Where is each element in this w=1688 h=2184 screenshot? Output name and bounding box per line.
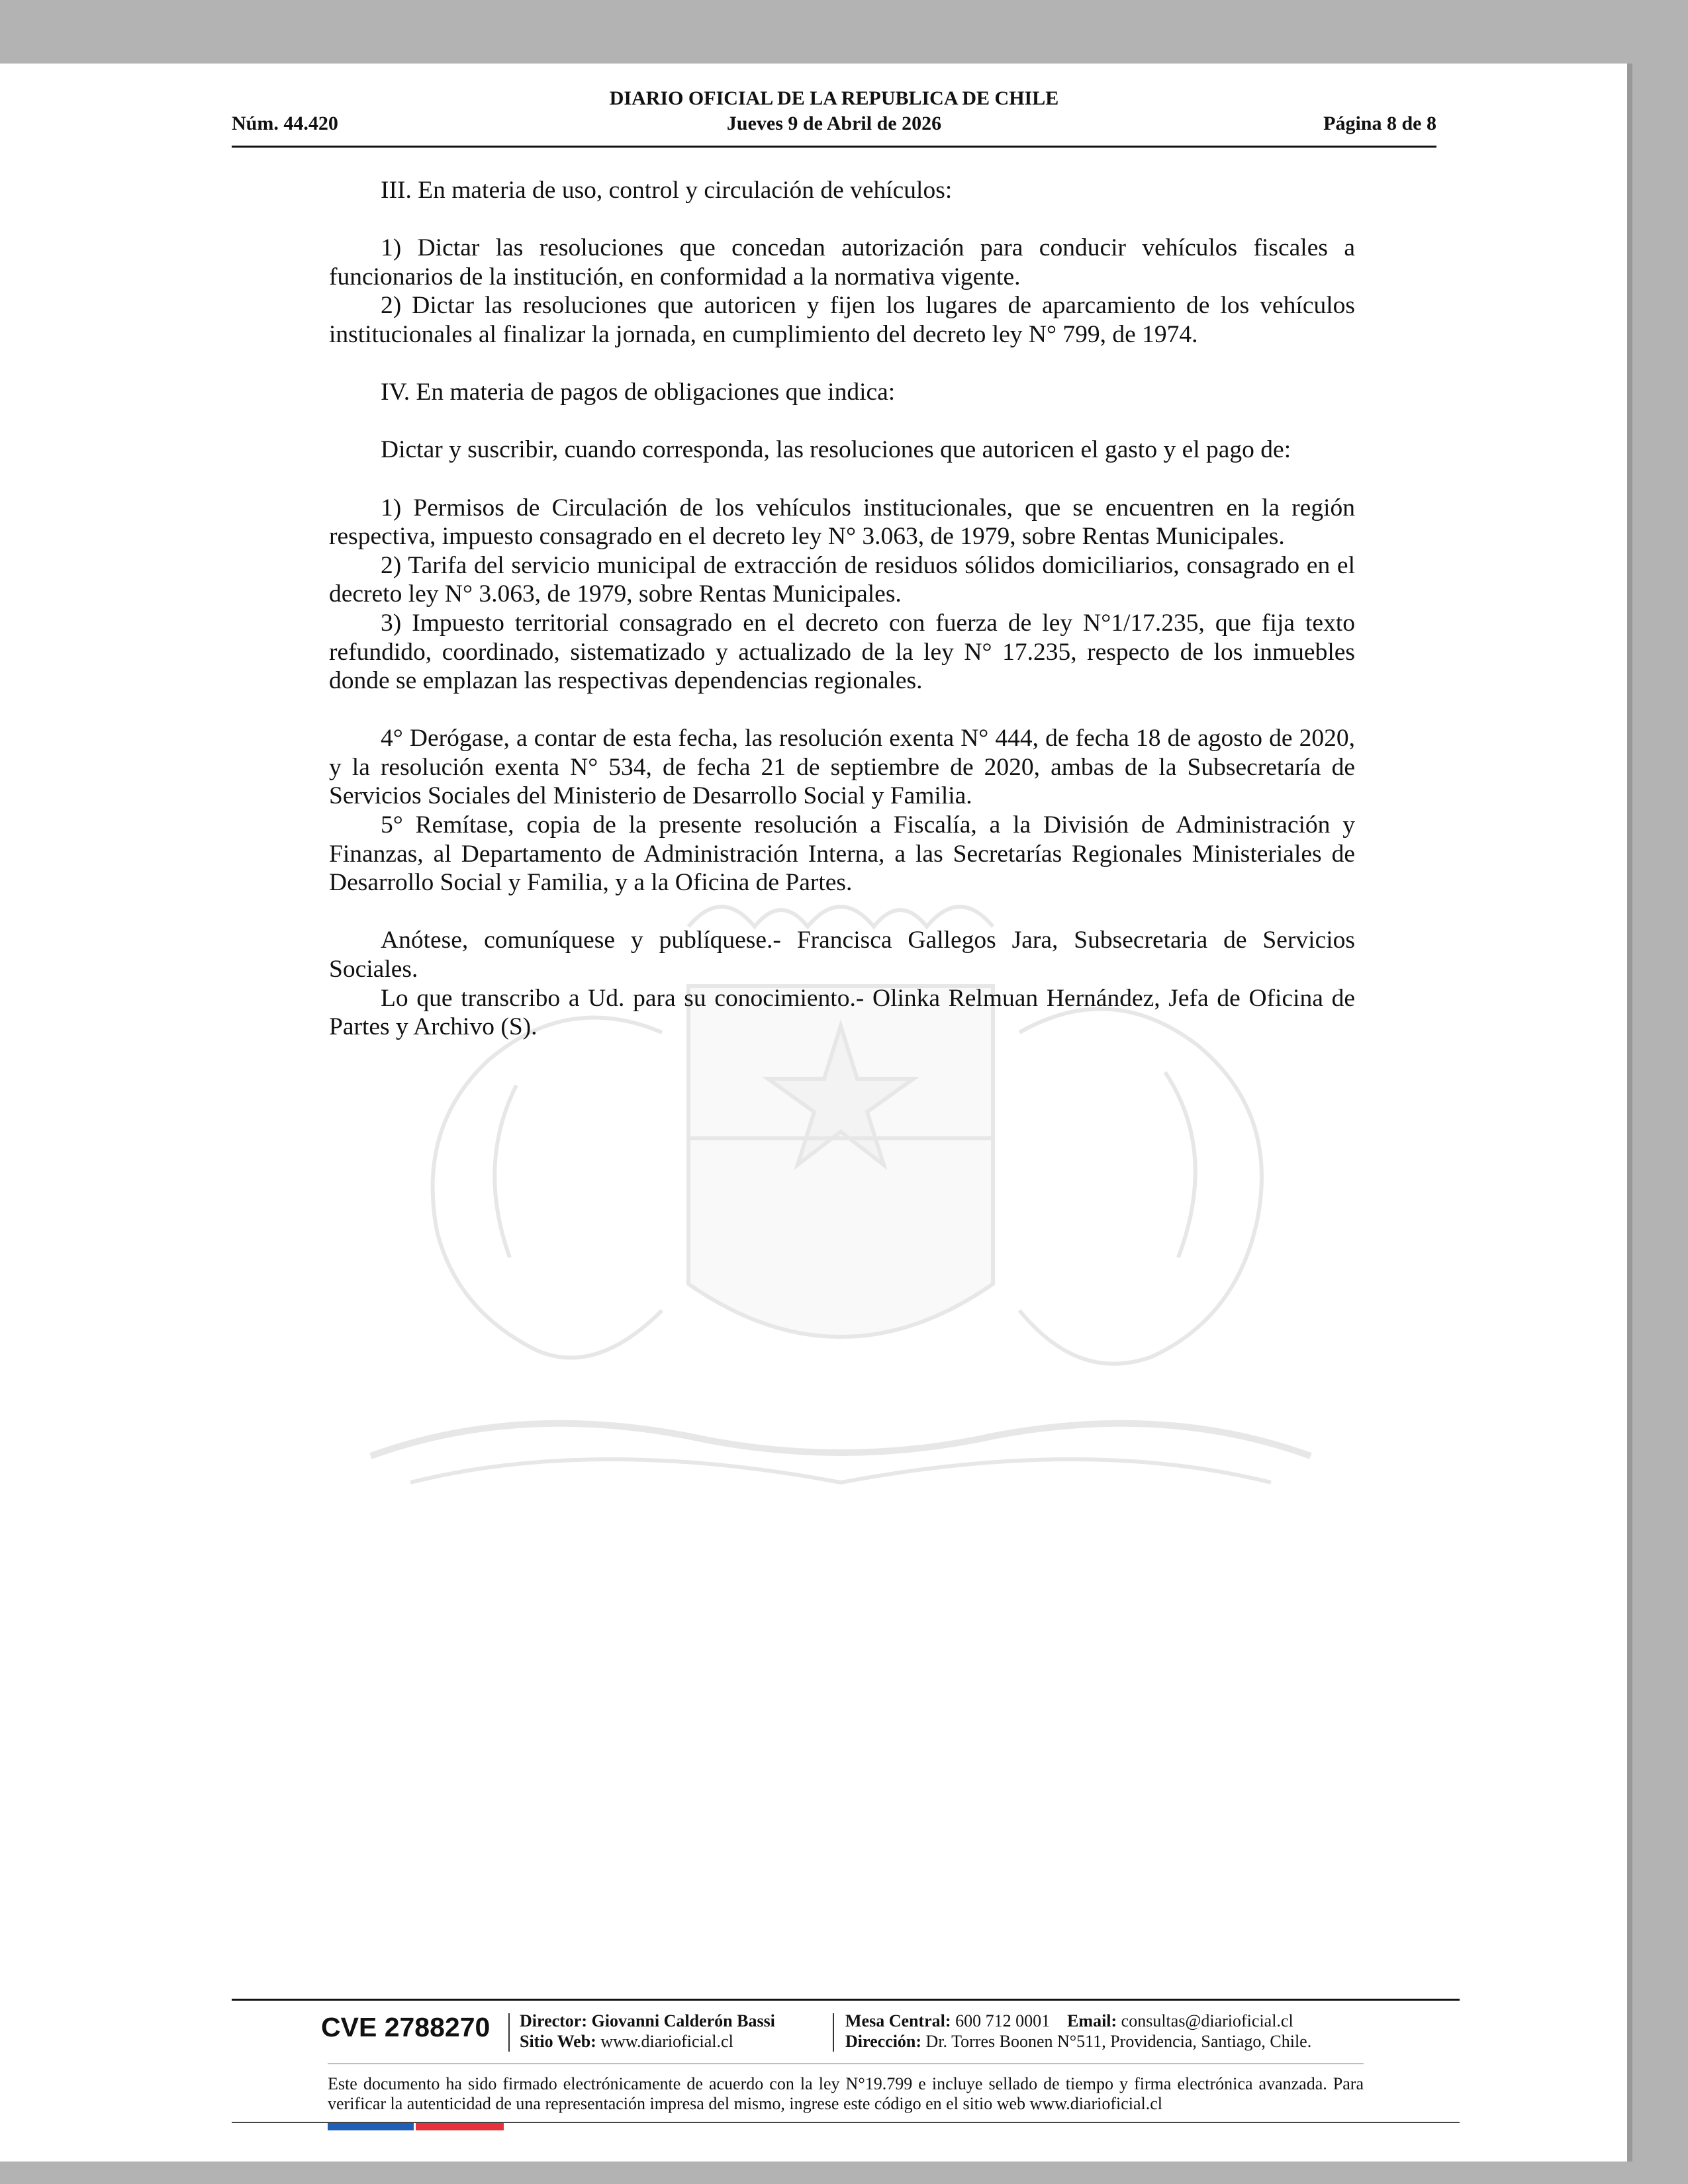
director-label: Director: (520, 2011, 588, 2030)
section-4-item-2: 2) Tarifa del servicio municipal de extracción de residuos sólidos domiciliarios, consagrado en el decreto ley N° 3.063, de 1979, sobre Rentas Municipales. (329, 551, 1355, 608)
page-number: Página 8 de 8 (1323, 113, 1436, 134)
closing-signature: Anótese, comuníquese y publíquese.- Francisca Gallegos Jara, Subsecretaria de Servicios Sociales. (329, 927, 1355, 983)
footer-top-rule (232, 1999, 1460, 2001)
header-center (232, 86, 1436, 136)
issue-date: Jueves 9 de Abril de 2026 (726, 113, 942, 134)
page-header (232, 86, 1436, 148)
cve-code: CVE 2788270 (321, 2012, 491, 2042)
section-4-item-3: 3) Impuesto territorial consagrado en el decreto con fuerza de ley N°1/17.235, que fija texto refundido, coordinado, sistematizado y actualizado de la ley N° 17.235, respecto de los inmuebles donde se emplazan las respectivas dependencias regionales. (329, 609, 1355, 695)
footer-director-column (520, 2011, 775, 2052)
section-4-item-1: 1) Permisos de Circulación de los vehículos institucionales, que se encuentren en la región respectiva, impuesto consagrado en el decreto ley N° 3.063, de 1979, sobre Rentas Municipales. (329, 494, 1355, 551)
section-4-intro: Dictar y suscribir, cuando corresponda, las resoluciones que autoricen el gasto y el pago de: (381, 436, 1291, 464)
footer-divider (508, 2013, 510, 2052)
email-label: Email: (1067, 2011, 1117, 2030)
email-link[interactable]: consultas@diarioficial.cl (1121, 2011, 1293, 2030)
flag-bar-blue (328, 2123, 414, 2130)
article-4: 4° Derógase, a contar de esta fecha, las resolución exenta N° 444, de fecha 18 de agosto de 2020, y la resolución exenta N° 534, de fecha 21 de septiembre de 2020, ambas de la Subsecretaría de Servicios Sociales del Ministerio de Desarrollo Social y Familia. (329, 725, 1355, 810)
closing-transcription: Lo que transcribo a Ud. para su conocimiento.- Olinka Relmuan Hernández, Jefa de Oficina de Partes y Archivo (S). (329, 984, 1355, 1041)
site-label: Sitio Web: (520, 2032, 596, 2051)
section-3-item-1: 1) Dictar las resoluciones que concedan autorización para conducir vehículos fiscales a funcionarios de la institución, en conformidad a la normativa vigente. (329, 234, 1355, 291)
footer-contact-column (845, 2011, 1311, 2052)
phone-value: 600 712 0001 (955, 2011, 1051, 2030)
director-name: Giovanni Calderón Bassi (591, 2011, 775, 2030)
address-value: Dr. Torres Boonen N°511, Providencia, Santiago, Chile. (925, 2032, 1312, 2051)
issue-number: Núm. 44.420 (232, 113, 338, 134)
section-4-title: IV. En materia de pagos de obligaciones que indica: (381, 379, 896, 406)
site-link[interactable]: www.diarioficial.cl (600, 2032, 733, 2051)
footer-divider (833, 2013, 834, 2052)
page-shadow (1627, 64, 1632, 2161)
address-label: Dirección: (845, 2032, 922, 2051)
document-body (329, 176, 1355, 1042)
article-5: 5° Remítase, copia de la presente resolución a Fiscalía, a la División de Administración y Finanzas, al Departamento de Administración Interna, a las Secretarías Regionales Ministeriales de Desarrollo Social y Familia, y a la Oficina de Partes. (329, 811, 1355, 897)
phone-label: Mesa Central: (845, 2011, 951, 2030)
section-3-item-2: 2) Dictar las resoluciones que autoricen y fijen los lugares de aparcamiento de los vehículos institucionales al finalizar la jornada, en cumplimiento del decreto ley N° 799, de 1974. (329, 292, 1355, 348)
flag-bar-red (416, 2123, 504, 2130)
section-3-title: III. En materia de uso, control y circulación de vehículos: (381, 177, 953, 204)
signature-notice: Este documento ha sido firmado electrónicamente de acuerdo con la ley N°19.799 e incluye sellado de tiempo y firma electrónica avanzada. Para verificar la autenticidad de una representación impresa del mismo, ingrese este código en el sitio web www.diarioficial.cl (328, 2074, 1364, 2113)
newspaper-title: DIARIO OFICIAL DE LA REPUBLICA DE CHILE (609, 87, 1059, 109)
